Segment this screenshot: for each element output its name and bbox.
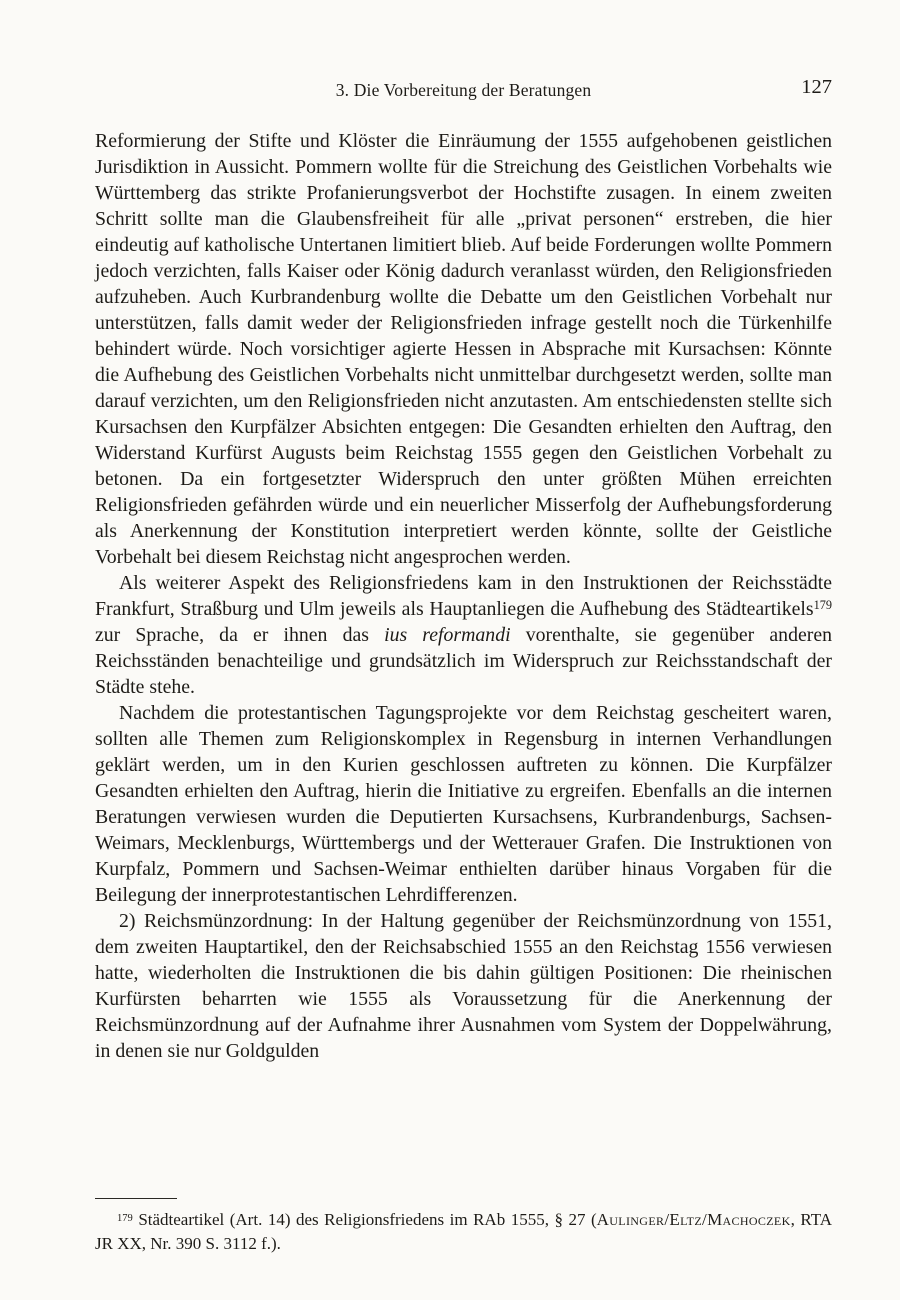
footnote-reference-179: 179	[813, 598, 832, 612]
footnote-marker: 179	[117, 1213, 133, 1224]
paragraph-1: Reformierung der Stifte und Klöster die Einräumung der 1555 aufgehobenen geistlichen Jurisdiktion in Aussicht. Pommern wollte für die Streichung des Geistlichen Vorbehalts wie Württemberg das strikte Profanierungsverbot der Hochstifte zusagen. In einem zweiten Schritt sollte man die Glaubensfreiheit für alle „privat personen“ erstreben, die hier eindeutig auf katholische Untertanen limitiert blieb. Auf beide Forderungen wollte Pommern jedoch verzichten, falls Kaiser oder König dadurch veranlasst würden, den Religionsfrieden aufzuheben. Auch Kurbrandenburg wollte die Debatte um den Geistlichen Vorbehalt nur unterstützen, falls damit weder der Religionsfrieden infrage gestellt noch die Türkenhilfe behindert würde. Noch vorsichtiger agierte Hessen in Absprache mit Kursachsen: Könnte die Aufhebung des Geistlichen Vorbehalts nicht unmittelbar durchgesetzt werden, sollte man darauf verzichten, um den Religionsfrieden nicht anzutasten. Am entschiedensten stellte sich Kursachsen den Kurpfälzer Absichten entgegen: Die Gesandten erhielten den Auftrag, den Widerstand Kurfürst Augusts beim Reichstag 1555 gegen den Geistlichen Vorbehalt zu betonen. Da ein fortgesetzter Widerspruch den unter größten Mühen erreichten Religionsfrieden gefährden würde und ein neuerlicher Misserfolg der Aufhebungsforderung als Anerkennung der Konstitution interpretiert werden könnte, sollte der Geistliche Vorbehalt bei diesem Reichstag nicht angesprochen werden.	[95, 130, 832, 568]
footnote-author-names: Aulinger/Eltz/Machoczek	[596, 1210, 791, 1229]
footnote-area	[95, 1198, 832, 1256]
paragraph-2-text: Als weiterer Aspekt des Religionsfriedens kam in den Instruktionen der Reichsstädte Frankfurt, Straßburg und Ulm jeweils als Hauptanliegen die Aufhebung des Städteartikels	[95, 572, 832, 620]
paragraph-2-text-continued: zur Sprache, da er ihnen das	[95, 624, 385, 646]
paragraph-2-text-end: vorenthalte, sie gegenüber anderen Reichsständen benachteilige und grundsätzlich im Widerspruch zur Reichsstandschaft der Städte stehe.	[95, 624, 833, 698]
running-head-section-title: 3. Die Vorbereitung der Beratungen	[335, 80, 592, 100]
latin-term-ius-reformandi: ius reformandi	[384, 624, 511, 646]
paragraph-2	[95, 570, 832, 700]
paragraph-3: Nachdem die protestantischen Tagungsprojekte vor dem Reichstag gescheitert waren, sollten alle Themen zum Religionskomplex in Regensburg in internen Verhandlungen geklärt werden, um in den Kurien geschlossen auftreten zu können. Die Kurpfälzer Gesandten erhielten den Auftrag, hierin die Initiative zu ergreifen. Ebenfalls an die internen Beratungen verwiesen wurden die Deputierten Kursachsens, Kurbrandenburgs, Sachsen-Weimars, Mecklenburgs, Württembergs und der Wetterauer Grafen. Die Instruktionen von Kurpfalz, Pommern und Sachsen-Weimar enthielten darüber hinaus Vorgaben für die Beilegung der innerprotestantischen Lehrdifferenzen.	[95, 702, 832, 906]
footnote-179	[95, 1208, 832, 1256]
body-text	[95, 128, 832, 1064]
footnote-text-end: , RTA JR XX, Nr. 390 S. 3112 f.).	[95, 1210, 832, 1253]
footnote-text: Städteartikel (Art. 14) des Religionsfriedens im RAb 1555, § 27 (	[132, 1210, 597, 1229]
footnote-separator-rule	[95, 1198, 177, 1199]
paragraph-4: 2) Reichsmünzordnung: In der Haltung gegenüber der Reichsmünzordnung von 1551, dem zweiten Hauptartikel, den der Reichsabschied 1555 an den Reichstag 1556 verwiesen hatte, wiederholten die Instruktionen die bis dahin gültigen Positionen: Die rheinischen Kurfürsten beharrten wie 1555 als Voraussetzung für die Anerkennung der Reichsmünzordnung auf der Aufnahme ihrer Ausnahmen vom System der Doppelwährung, in denen sie nur Goldgulden	[95, 910, 832, 1062]
page-header	[95, 76, 832, 102]
page-number: 127	[801, 76, 832, 98]
